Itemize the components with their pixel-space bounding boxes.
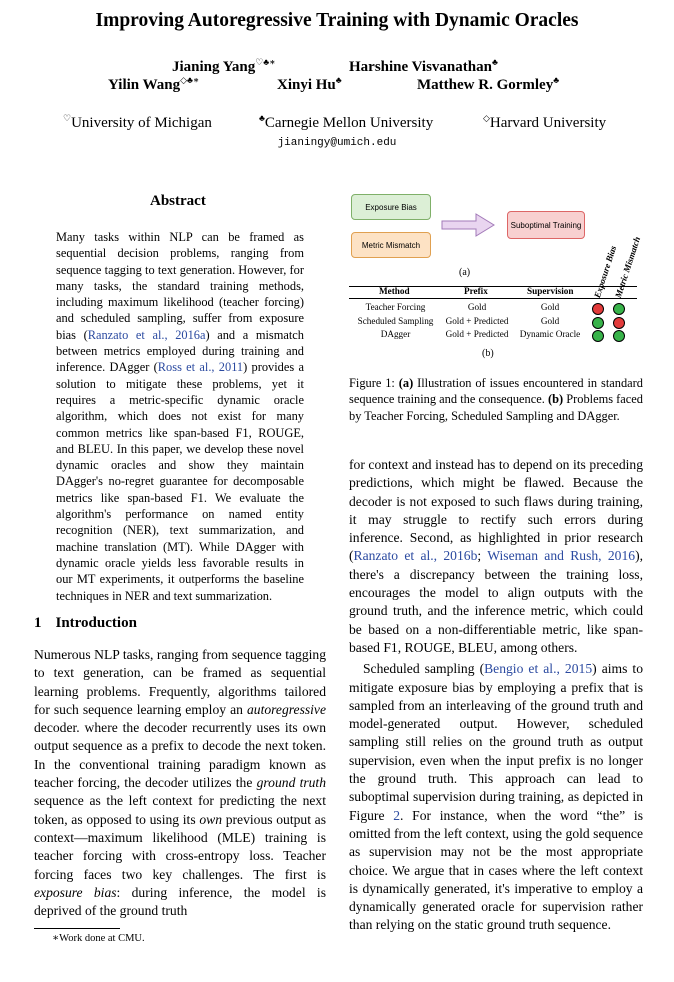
table-header-prefix: Prefix [464, 286, 488, 296]
table-cell-supervision: Gold [540, 302, 560, 312]
abstract-text: Many tasks within NLP can be framed as sequential decision problems, ranging from sequence tagging to text generation. However, for many tasks, the standard training methods, including maximum likelihood (teacher forcing) and scheduled sampling, suffer from exposure bias (Ranzato et al., 2016a) and a mismatch between metrics employed during training and inference. DAgger (Ross et al., 2011) provides a solution to mitigate these problems, yet it requires a metric-specific dynamic oracle algorithm, which does not exist for many common metrics like span-based F1, ROUGE, and BLEU. In this paper, we develop these novel dynamic oracles and show they maintain DAgger's no-regret guarantee for decomposable metrics like span-based F1. We evaluate the algorithm's performance on named entity recognition (NER), text summarization, and machine translation (MT). While DAgger with dynamic oracle yields less favorable results in our MT experiments, it outperforms the baseline techniques in NER and text summarization. [56, 230, 304, 603]
section-heading: 1 Introduction [34, 615, 137, 631]
intro-column-1: Numerous NLP tasks, ranging from sequence tagging to text generation, can be framed as sequential learning problems. Frequently, algorithms tailored for such sequence learning employ an autoregressive decoder. where the decoder recurrently uses its own output sequence as a prefix to decode the next token. In the conventional training paradigm known as teacher forcing, the decoder utilizes the ground truth sequence as the left context for predicting the next token, as opposed to using its own previous output as context—maximum likelihood (MLE) training is teacher forcing with cross-entropy loss. Teacher forcing faces two key challenges. The first is exposure bias: during inference, the model is deprived of the ground truth [34, 647, 327, 919]
sad-face-icon [592, 303, 604, 315]
happy-face-icon [592, 330, 604, 342]
figure-label-b: (b) [482, 348, 494, 359]
table-header-exposure: Exposure Bias [592, 244, 619, 300]
citation-link[interactable]: Ranzato et al., 2016b [353, 548, 478, 564]
affiliation-harvard: ◇Harvard University [483, 113, 607, 131]
paragraph: Scheduled sampling (Bengio et al., 2015) aims to mitigate exposure bias by employing a prefix that is sampled from an interleaving of the ground truth and model-generated output. However, scheduled sampling still relies on the ground truth as output supervision, even when the input prefix is no longer the ground truth. This approach can lead to suboptimal supervision during training, as depicted in Figure 2. For instance, when the word “the” is omitted from the left context, using the gold sequence as supervision may not be the most appropriate choice. We argue that in cases where the left context is dynamically generated, it's imperative to employ a dynamically generated oracle for supervision rather than relying on the static ground truth sequence. [349, 661, 643, 933]
happy-face-icon [613, 303, 625, 315]
citation-link[interactable]: Wiseman and Rush, 2016 [487, 548, 636, 564]
table-cell-method: Teacher Forcing [365, 302, 426, 312]
table-header-supervision: Supervision [527, 286, 574, 296]
table-cell-prefix: Gold + Predicted [445, 316, 509, 326]
metric-mismatch-box: Metric Mismatch [351, 232, 431, 258]
author-2: Harshine Visvanathan♣ [349, 57, 498, 75]
table-header-method: Method [379, 286, 410, 296]
figure-mid-rule [349, 298, 637, 299]
exposure-bias-box: Exposure Bias [351, 194, 431, 220]
footnote-rule [34, 928, 120, 929]
figure-caption: Figure 1: (a) Illustration of issues encountered in standard sequence training and the consequence. (b) Problems faced by Teacher Forcing, Scheduled Sampling and DAgger. [349, 376, 643, 423]
affiliation-michigan: ♡University of Michigan [63, 113, 212, 131]
author-1: Jianing Yang♡♣∗ [172, 57, 276, 75]
table-cell-prefix: Gold [467, 302, 487, 312]
table-cell-prefix: Gold + Predicted [445, 329, 509, 339]
author-3: Yilin Wang◇♣∗ [108, 75, 200, 93]
citation-link[interactable]: Ranzato et al., 2016a [87, 327, 206, 342]
footnote: ∗Work done at CMU. [52, 933, 145, 944]
sad-face-icon [613, 317, 625, 329]
table-cell-supervision: Gold [540, 316, 560, 326]
paragraph: for context and instead has to depend on its preceding predictions, which might be flawed. Because the decoder is not exposed to such flaws during training, it may struggle to rectify such errors during inference. Second, as highlighted in prior research (Ranzato et al., 2016b; Wiseman and Rush, 2016), there's a discrepancy between the training loss, encourages the model to align outputs with the ground truth, and the inference metric, which could be based on a non-differentiable metric, like span-based F1, ROUGE, BLEU, among others. [349, 457, 644, 655]
happy-face-icon [592, 317, 604, 329]
table-cell-method: DAgger [380, 329, 411, 339]
citation-link[interactable]: Bengio et al., 2015 [484, 661, 593, 677]
author-4: Xinyi Hu♣ [277, 75, 342, 93]
abstract-heading: Abstract [150, 193, 206, 209]
table-header-metric: Metric Mismatch [613, 235, 643, 300]
table-cell-supervision: Dynamic Oracle [519, 329, 581, 339]
affiliation-cmu: ♣Carnegie Mellon University [259, 113, 434, 131]
happy-face-icon [613, 330, 625, 342]
author-email: jianingy@umich.edu [277, 137, 397, 149]
author-5: Matthew R. Gormley♣ [417, 75, 560, 93]
arrow-icon [440, 212, 496, 238]
figure-label-a: (a) [459, 267, 471, 278]
table-cell-method: Scheduled Sampling [357, 316, 434, 326]
paper-title: Improving Autoregressive Training with Dynamic Oracles [95, 10, 579, 31]
intro-column-2 [349, 456, 643, 935]
figure-link[interactable]: 2 [393, 807, 401, 823]
citation-link[interactable]: Ross et al., 2011 [157, 360, 244, 375]
suboptimal-training-box: Suboptimal Training [507, 211, 585, 239]
